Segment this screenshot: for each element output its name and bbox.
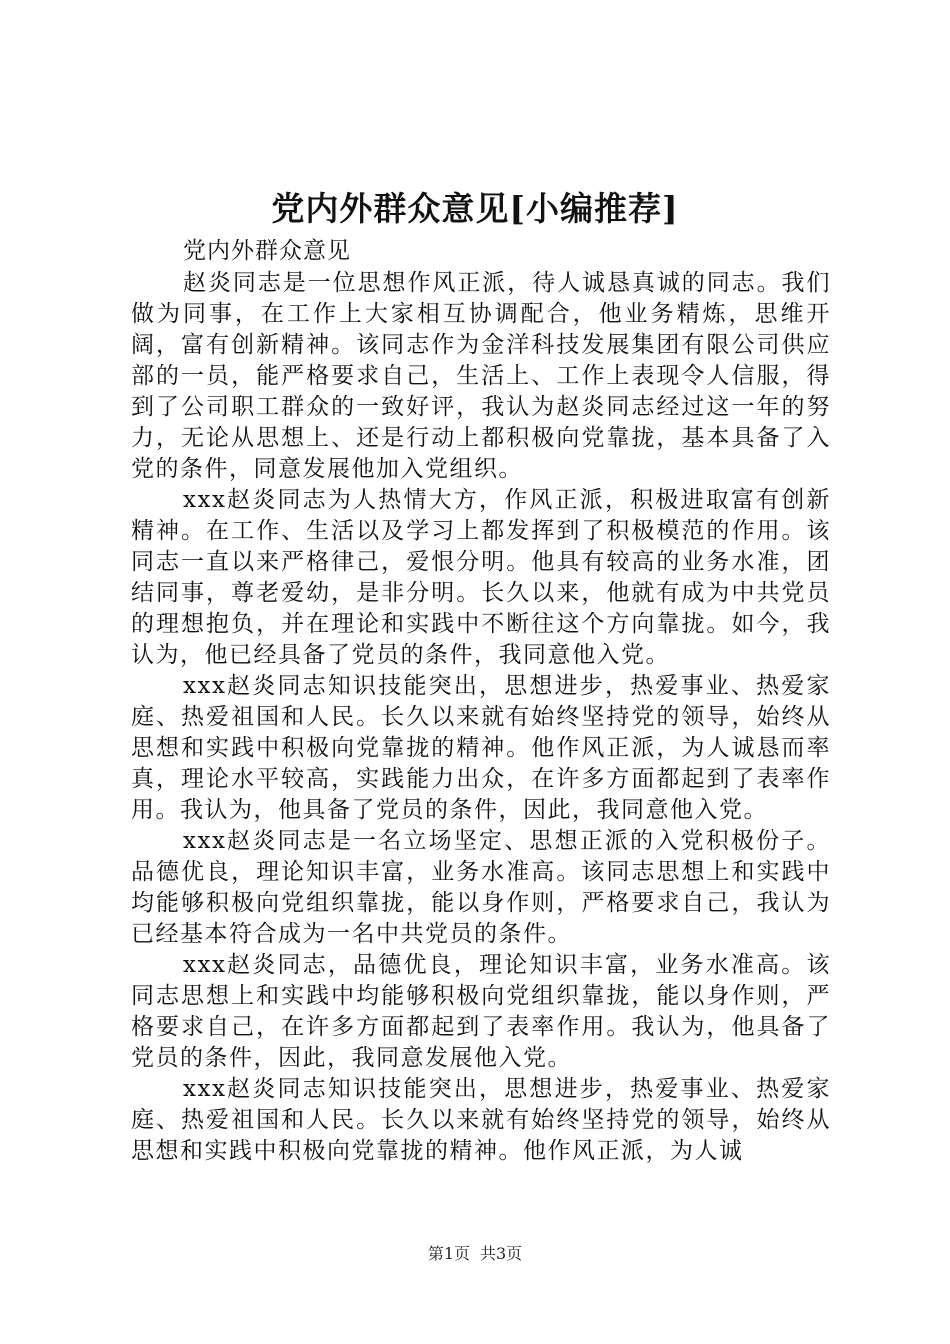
body-paragraph: xxx赵炎同志为人热情大方，作风正派，积极进取富有创新精神。在工作、生活以及学习上都发挥到了积极模范的作用。该同志一直以来严格律己，爱恨分明。他具有较高的业务水准，团结同事，尊老爱幼，是非分明。长久以来，他就有成为中共党员的理想抱负，并在理论和实践中不断往这个方向靠拢。如今，我认为，他已经具备了党员的条件，我同意他入党。 [131,487,831,668]
body-paragraph: xxx赵炎同志，品德优良，理论知识丰富，业务水准高。该同志思想上和实践中均能够积极向党组织靠拢，能以身作则，严格要求自己，在许多方面都起到了表率作用。我认为，他具备了党员的条件，因此，我同意发展他入党。 [131,952,831,1071]
document-subtitle: 党内外群众意见 [183,238,351,264]
body-paragraph: xxx赵炎同志是一名立场坚定、思想正派的入党积极份子。品德优良，理论知识丰富，业务水准高。该同志思想上和实践中均能够积极向党组织靠拢，能以身作则，严格要求自己，我认为已经基本符合成为一名中共党员的条件。 [131,828,831,947]
document-title: 党内外群众意见[小编推荐] [271,189,679,228]
page-total: 共3页 [480,1244,523,1263]
page-number: 第1页 [427,1244,470,1263]
body-paragraph: xxx赵炎同志知识技能突出，思想进步，热爱事业、热爱家庭、热爱祖国和人民。长久以来就有始终坚持党的领导，始终从思想和实践中积极向党靠拢的精神。他作风正派，为人诚 [131,1076,831,1164]
page-footer [0,1243,950,1265]
body-paragraph: xxx赵炎同志知识技能突出，思想进步，热爱事业、热爱家庭、热爱祖国和人民。长久以来就有始终坚持党的领导，始终从思想和实践中积极向党靠拢的精神。他作风正派，为人诚恳而率真，理论水平较高，实践能力出众，在许多方面都起到了表率作用。我认为，他具备了党员的条件，因此，我同意他入党。 [131,673,831,823]
document-body [131,236,831,1176]
body-paragraph: 赵炎同志是一位思想作风正派，待人诚恳真诚的同志。我们做为同事，在工作上大家相互协调配合，他业务精炼，思维开阔，富有创新精神。该同志作为金洋科技发展集团有限公司供应部的一员，能严格要求自己，生活上、工作上表现令人信服，得到了公司职工群众的一致好评，我认为赵炎同志经过这一年的努力，无论从思想上、还是行动上都积极向党靠拢，基本具备了入党的条件，同意发展他加入党组织。 [131,270,831,482]
